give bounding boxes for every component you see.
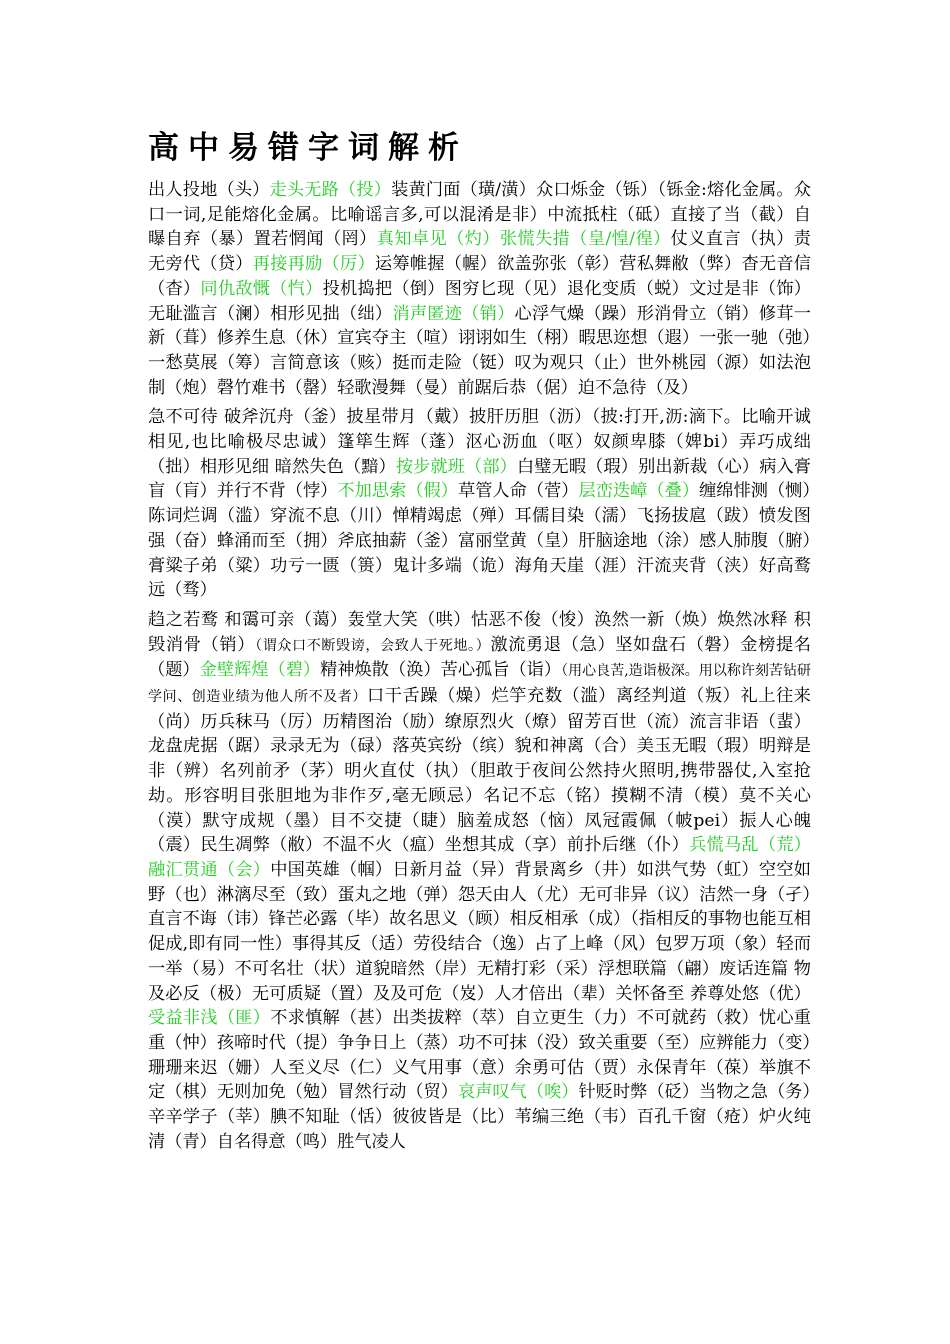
highlighted-term: 不加思索（假） [337, 481, 458, 502]
highlighted-term: 再接再励（厉） [252, 254, 375, 275]
text-run: 激流勇退（急）坚如盘石（磐）金榜提名（题） [148, 634, 811, 681]
text-run: 草管人命（菅） [457, 481, 579, 502]
paragraph-1 [148, 178, 811, 400]
text-run: 心浮气燥（躁）形消骨立（销）修茸一新（葺）修养生息（休）宣宾夺主（喧）诩诩如生（栩）暇思迩想（遐）一张一驰（弛）一愁莫展（筹）言简意该（赅）挺而走险（铤）叹为观只（止）世外桃园（源）如法泡制（炮）磬竹难书（罄）轻歌漫舞（曼）前踞后恭（倨）迫不急待（及） [148, 303, 811, 398]
text-run: 运筹帷握（幄）欲盖弥张（彰）营私舞敝（弊）杳无音信（杳） [148, 254, 811, 299]
highlighted-term: 走头无路（投） [269, 180, 392, 200]
text-run: 仗义直言（执）责无旁代（贷） [148, 229, 811, 275]
highlighted-term: 兵慌马乱（荒）融汇贯通（会） [148, 835, 811, 880]
text-run: 投机捣把（倒）图穷匕现（见）退化变质（蜕）文过是非（饰）无耻滥言（澜）相形见拙（绌） [148, 278, 811, 324]
text-run: 口干舌躁（燥）烂竽充数（滥）离经判道（叛）礼上往来（尚）历兵秣马（厉）历精图治（励）缭原烈火（燎）留芳百世（流）流言非语（蜚）龙盘虎据（踞）录录无为（碌）落英宾纷（缤）貌和神离（合）美玉无暇（瑕）明辩是非（辨）名列前矛（茅）明火直仗（执）（胆敢于夜间公然持火照明,携带器仗,入室抢劫。形容明目张胆地为非作歹,毫无顾忌）名记不忘（铭）摸糊不清（模）莫不关心（漠）默守成规（墨）目不交捷（睫）脑羞成怒（恼）凤冠霞佩（帔pei）振人心魄（震）民生凋弊（敝）不温不火（瘟）坐想其成（享）前扑后继（仆） [148, 686, 811, 856]
text-run: 急不可待 破斧沉舟（釜）披星带月（戴）披肝历胆（沥）（披:打开,沥:滴下。比喻开诚相见,也比喻极尽忠诚）篷筚生辉（蓬）沤心沥血（呕）奴颜卑膝（婢bi）弄巧成绌（拙）相形见细 暗然失色（黯） [148, 407, 811, 477]
text-run: 针贬时弊（砭）当物之急（务）辛辛学子（莘）腆不知耻（恬）彼彼皆是（比）苇编三绝（韦）百孔千窗（疮）炉火纯清（青）自名得意（鸣）胜气凌人 [148, 1082, 811, 1152]
text-run: 白璧无暇（瑕）别出新裁（心）病入膏盲（肓）并行不背（悖） [148, 456, 811, 502]
text-run: 趋之若鹜 和霭可亲（蔼）轰堂大笑（哄）怙恶不俊（悛）涣然一新（焕）焕然冰释 积毁消骨（销） [148, 609, 811, 655]
text-run: 装黄门面（璜/潢）众口烁金（铄）（铄金:熔化金属。众口一词,足能熔化金属。比喻谣言多,可以混淆是非）中流抵柱（砥）直接了当（截）自曝自弃（暴）置若惘闻（罔） [148, 180, 811, 250]
highlighted-term: 哀声叹气（唉） [457, 1082, 579, 1103]
highlighted-term: 真知卓见（灼）张慌失措（皇/惶/徨） [376, 229, 671, 250]
document-page [148, 128, 811, 1154]
text-run: 缠绵悱测（恻）陈词烂调（滥）穿流不息（川）惮精竭虑（殚）耳儒目染（濡）飞扬拔扈（跋）愤发图强（奋）蜂涌而至（拥）斧底抽薪（釜）富丽堂黄（皇）肝脑途地（涂）感人肺腹（腑）膏粱子弟（粱）功亏一匮（篑）鬼计多端（诡）海角天崖（涯）汗流夹背（浃）好高鹜远（骛） [148, 481, 811, 601]
highlighted-term: 按步就班（部） [395, 456, 517, 477]
highlighted-term: 受益非浅（匪） [148, 1008, 271, 1029]
annotation-note: （谓众口不断毁谤，会致人于死地。） [255, 637, 491, 654]
paragraph-3 [148, 608, 811, 1154]
highlighted-term: 消声匿迹（销） [392, 303, 515, 324]
text-run: 出人投地（头） [148, 180, 270, 200]
highlighted-term: 金壁辉煌（碧） [199, 660, 321, 681]
text-run: 精神焕散（涣）苦心孤旨（诣） [320, 660, 562, 681]
page-title: 高中易错字词解析 [148, 130, 468, 166]
annotation-note: （用心良苦,造诣极深。用以称许刻苦钻研学问、创造业绩为他人所不及者） [148, 663, 811, 706]
highlighted-term: 层峦迭嶂（叠） [578, 481, 700, 502]
text-run: 不求慎解（甚）出类拔粹（萃）自立更生（力）不可就药（救）忧心重重（忡）孩啼时代（提）争争日上（蒸）功不可抹（没）致关重要（至）应辨能力（变）珊珊来迟（姗）人至义尽（仁）义气用事（意）余勇可估（贾）永保青年（葆）举旗不定（棋）无则加免（勉）冒然行动（贸） [148, 1008, 811, 1103]
text-run: 中国英雄（帼）日新月益（异）背景离乡（井）如洪气势（虹）空空如野（也）淋漓尽至（致）蛋丸之地（弹）怨天由人（尤）无可非异（议）洁然一身（孑）直言不诲（讳）锋芒必露（毕）故名思义（顾）相反相承（成）（指相反的事物也能互相促成,即有同一性）事得其反（适）劳役结合（逸）占了上峰（风）包罗万项（象）轻而一举（易）不可名壮（状）道貌暗然（岸）无精打彩（采）浮想联篇（翩）废话连篇 物及必反（极）无可质疑（置）及及可危（岌）人才倍出（辈）关怀备至 养尊处悠（优） [148, 859, 811, 1004]
paragraph-2 [148, 405, 811, 603]
highlighted-term: 同仇敌慨（忾） [200, 278, 323, 299]
